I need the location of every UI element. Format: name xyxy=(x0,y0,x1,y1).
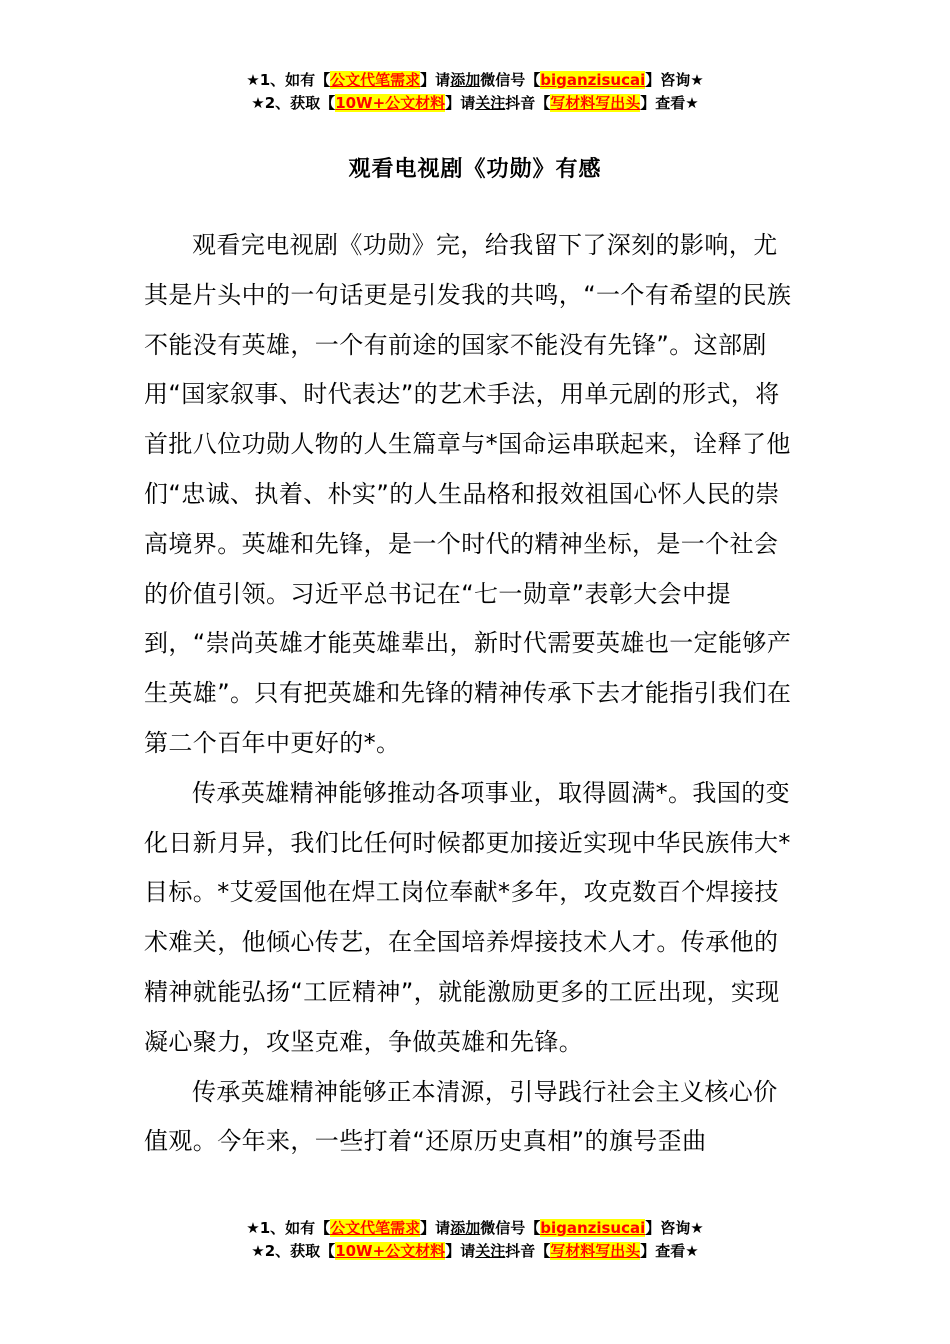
footer-highlight-douyin-id: 写材料写出头 xyxy=(550,1242,641,1260)
document-body xyxy=(144,221,799,1167)
footer-banner xyxy=(0,1217,950,1263)
banner-line-1 xyxy=(0,69,950,92)
banner-highlight-service: 公文代笔需求 xyxy=(330,71,421,89)
footer-highlight-wechat-id: biganzisucai xyxy=(540,1219,646,1237)
banner-emphasis-follow: 关注 xyxy=(475,94,506,112)
banner-line-2-prefix: ★2、获取【 xyxy=(251,94,336,112)
paragraph-1: 观看完电视剧《功勋》完，给我留下了深刻的影响，尤其是片头中的一句话更是引发我的共鸣，“一个有希望的民族不能没有英雄，一个有前途的国家不能没有先锋”。这部剧用“国家叙事、时代表达”的艺术手法，用单元剧的形式，将首批八位功勋人物的人生篇章与*国命运串联起来，诠释了他们“忠诚、执着、朴实”的人生品格和报效祖国心怀人民的崇高境界。英雄和先锋，是一个时代的精神坐标，是一个社会的价值引领。习近平总书记在“七一勋章”表彰大会中提到，“崇尚英雄才能英雄辈出，新时代需要英雄也一定能够产生英雄”。只有把英雄和先锋的精神传承下去才能指引我们在第二个百年中更好的*。 xyxy=(144,231,792,757)
footer-line-2 xyxy=(0,1240,950,1263)
banner-highlight-douyin-id: 写材料写出头 xyxy=(550,94,641,112)
banner-line-1-mid2: 微信号【 xyxy=(480,71,541,89)
banner-highlight-wechat-id: biganzisucai xyxy=(540,71,646,89)
footer-line-1-suffix: 】咨询★ xyxy=(645,1219,704,1237)
paragraph-3: 传承英雄精神能够正本清源，引导践行社会主义核心价值观。今年来，一些打着“还原历史真相”的旗号歪曲 xyxy=(144,1077,778,1156)
footer-line-1-mid1: 】请 xyxy=(420,1219,451,1237)
footer-highlight-materials: 10W+公文材料 xyxy=(335,1242,446,1260)
banner-line-2-mid2: 抖音【 xyxy=(505,94,551,112)
paragraph-2: 传承英雄精神能够推动各项事业，取得圆满*。我国的变化日新月异，我们比任何时候都更加接近实现中华民族伟大*目标。*艾爱国他在焊工岗位奉献*多年，攻克数百个焊接技术难关，他倾心传艺，在全国培养焊接技术人才。传承他的精神就能弘扬“工匠精神”，就能激励更多的工匠出现，实现凝心聚力，攻坚克难，争做英雄和先锋。 xyxy=(144,778,791,1056)
banner-line-2-mid1: 】请 xyxy=(445,94,476,112)
footer-emphasis-add: 添加 xyxy=(450,1219,481,1237)
banner-line-2 xyxy=(0,92,950,115)
footer-line-2-prefix: ★2、获取【 xyxy=(251,1242,336,1260)
footer-line-1-prefix: ★1、如有【 xyxy=(246,1219,331,1237)
footer-line-1 xyxy=(0,1217,950,1240)
footer-line-2-mid1: 】请 xyxy=(445,1242,476,1260)
banner-line-1-prefix: ★1、如有【 xyxy=(246,71,331,89)
document-title: 观看电视剧《功勋》有感 xyxy=(348,157,602,182)
banner-line-1-suffix: 】咨询★ xyxy=(645,71,704,89)
footer-highlight-service: 公文代笔需求 xyxy=(330,1219,421,1237)
banner-line-2-suffix: 】查看★ xyxy=(640,94,699,112)
banner-line-1-mid1: 】请 xyxy=(420,71,451,89)
footer-line-2-mid2: 抖音【 xyxy=(505,1242,551,1260)
banner-emphasis-add: 添加 xyxy=(450,71,481,89)
footer-emphasis-follow: 关注 xyxy=(475,1242,506,1260)
banner-highlight-materials: 10W+公文材料 xyxy=(335,94,446,112)
footer-line-1-mid2: 微信号【 xyxy=(480,1219,541,1237)
footer-line-2-suffix: 】查看★ xyxy=(640,1242,699,1260)
header-banner xyxy=(0,69,950,115)
